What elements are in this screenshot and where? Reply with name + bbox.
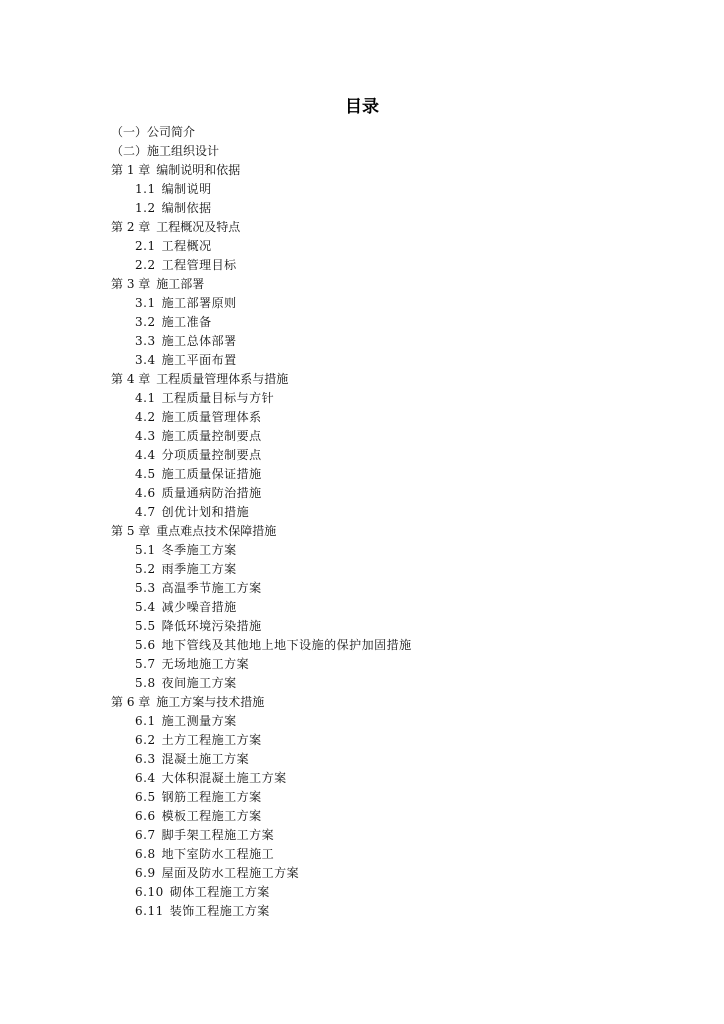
toc-entry-text: 施工平面布置 bbox=[161, 353, 237, 367]
toc-section-entry bbox=[0, 408, 724, 427]
toc-entry-number: 4.7 bbox=[135, 505, 156, 519]
toc-entry-number: 6.7 bbox=[135, 828, 156, 842]
toc-entry-text: 混凝土施工方案 bbox=[161, 752, 250, 766]
toc-entry-text: 无场地施工方案 bbox=[161, 657, 250, 671]
toc-entry-number: 第 5 章 bbox=[111, 524, 151, 538]
toc-entry-text: 工程概况 bbox=[161, 239, 212, 253]
toc-section-entry bbox=[0, 883, 724, 902]
toc-entry-number: 6.11 bbox=[135, 904, 164, 918]
toc-chapter-entry bbox=[0, 693, 724, 712]
toc-entry-number: 3.3 bbox=[135, 334, 156, 348]
toc-entry-number: 4.5 bbox=[135, 467, 156, 481]
toc-section-entry bbox=[0, 579, 724, 598]
toc-entry-text: 施工测量方案 bbox=[161, 714, 237, 728]
toc-section-entry bbox=[0, 294, 724, 313]
toc-entry-number: 5.1 bbox=[135, 543, 156, 557]
toc-section-entry bbox=[0, 332, 724, 351]
toc-entry-text: 土方工程施工方案 bbox=[161, 733, 262, 747]
toc-entry-number: 5.3 bbox=[135, 581, 156, 595]
toc-entry-number: 4.1 bbox=[135, 391, 156, 405]
toc-entry-number: 6.3 bbox=[135, 752, 156, 766]
toc-section-entry bbox=[0, 389, 724, 408]
toc-entry-text: 减少噪音措施 bbox=[161, 600, 237, 614]
toc-entry-text: 模板工程施工方案 bbox=[161, 809, 262, 823]
toc-chapter-entry bbox=[0, 142, 724, 161]
toc-entry-number: 第 1 章 bbox=[111, 163, 151, 177]
toc-entry-text: 砌体工程施工方案 bbox=[169, 885, 270, 899]
toc-entry-number: 第 6 章 bbox=[111, 695, 151, 709]
toc-section-entry bbox=[0, 655, 724, 674]
toc-entry-number: 6.2 bbox=[135, 733, 156, 747]
toc-section-entry bbox=[0, 598, 724, 617]
toc-entry-text: 雨季施工方案 bbox=[161, 562, 237, 576]
toc-entry-number: 5.7 bbox=[135, 657, 156, 671]
toc-section-entry bbox=[0, 541, 724, 560]
toc-entry-text: 创优计划和措施 bbox=[161, 505, 250, 519]
toc-section-entry bbox=[0, 560, 724, 579]
toc-entry-number: 2.1 bbox=[135, 239, 156, 253]
toc-section-entry bbox=[0, 636, 724, 655]
toc-entry-text: 施工质量管理体系 bbox=[161, 410, 262, 424]
toc-section-entry bbox=[0, 826, 724, 845]
toc-entry-number: 4.4 bbox=[135, 448, 156, 462]
toc-entry-text: 地下管线及其他地上地下设施的保护加固措施 bbox=[161, 638, 412, 652]
toc-entry-text: 施工质量保证措施 bbox=[161, 467, 262, 481]
toc-entry-text: 降低环境污染措施 bbox=[161, 619, 262, 633]
toc-entry-text: 屋面及防水工程施工方案 bbox=[161, 866, 300, 880]
toc-section-entry bbox=[0, 712, 724, 731]
toc-entry-number: 6.5 bbox=[135, 790, 156, 804]
toc-chapter-entry bbox=[0, 123, 724, 142]
toc-section-entry bbox=[0, 465, 724, 484]
toc-entry-text: （一）公司简介 bbox=[111, 125, 196, 139]
toc-entry-number: 5.4 bbox=[135, 600, 156, 614]
toc-entry-text: 地下室防水工程施工 bbox=[161, 847, 275, 861]
toc-section-entry bbox=[0, 313, 724, 332]
toc-section-entry bbox=[0, 484, 724, 503]
toc-entry-number: 4.2 bbox=[135, 410, 156, 424]
toc-entry-text: 夜间施工方案 bbox=[161, 676, 237, 690]
toc-entry-number: 6.8 bbox=[135, 847, 156, 861]
toc-entry-number: 6.10 bbox=[135, 885, 164, 899]
toc-entry-text: 编制说明和依据 bbox=[156, 163, 241, 177]
toc-entry-number: 第 3 章 bbox=[111, 277, 151, 291]
toc-section-entry bbox=[0, 788, 724, 807]
toc-entry-number: 4.6 bbox=[135, 486, 156, 500]
toc-entry-text: 分项质量控制要点 bbox=[161, 448, 262, 462]
toc-entry-text: 施工准备 bbox=[161, 315, 212, 329]
toc-entry-text: 编制依据 bbox=[161, 201, 212, 215]
toc-entry-text: 脚手架工程施工方案 bbox=[161, 828, 275, 842]
toc-entry-text: 工程概况及特点 bbox=[156, 220, 241, 234]
toc-section-entry bbox=[0, 864, 724, 883]
toc-entry-number: 1.1 bbox=[135, 182, 156, 196]
toc-entry-number: 第 4 章 bbox=[111, 372, 151, 386]
toc-entry-text: 质量通病防治措施 bbox=[161, 486, 262, 500]
toc-entry-text: 工程质量管理体系与措施 bbox=[156, 372, 289, 386]
toc-section-entry bbox=[0, 256, 724, 275]
toc-section-entry bbox=[0, 845, 724, 864]
toc-entry-text: 钢筋工程施工方案 bbox=[161, 790, 262, 804]
toc-entry-text: 高温季节施工方案 bbox=[161, 581, 262, 595]
toc-entry-number: 5.5 bbox=[135, 619, 156, 633]
toc-entry-number: 2.2 bbox=[135, 258, 156, 272]
toc-entry-text: 施工部署原则 bbox=[161, 296, 237, 310]
toc-entry-text: 重点难点技术保障措施 bbox=[156, 524, 277, 538]
toc-entry-text: （二）施工组织设计 bbox=[111, 144, 220, 158]
toc-section-entry bbox=[0, 674, 724, 693]
toc-entry-number: 3.4 bbox=[135, 353, 156, 367]
toc-entry-number: 3.1 bbox=[135, 296, 156, 310]
toc-section-entry bbox=[0, 351, 724, 370]
toc-entry-number: 第 2 章 bbox=[111, 220, 151, 234]
toc-section-entry bbox=[0, 617, 724, 636]
toc-entry-number: 5.8 bbox=[135, 676, 156, 690]
toc-entry-text: 施工部署 bbox=[156, 277, 205, 291]
toc-entry-number: 6.4 bbox=[135, 771, 156, 785]
toc-entry-number: 5.2 bbox=[135, 562, 156, 576]
toc-section-entry bbox=[0, 199, 724, 218]
toc-entry-number: 6.9 bbox=[135, 866, 156, 880]
toc-entry-number: 1.2 bbox=[135, 201, 156, 215]
toc-entry-number: 5.6 bbox=[135, 638, 156, 652]
toc-section-entry bbox=[0, 503, 724, 522]
toc-chapter-entry bbox=[0, 218, 724, 237]
toc-chapter-entry bbox=[0, 161, 724, 180]
toc-entry-text: 装饰工程施工方案 bbox=[169, 904, 270, 918]
table-of-contents bbox=[0, 123, 724, 921]
toc-section-entry bbox=[0, 769, 724, 788]
toc-section-entry bbox=[0, 731, 724, 750]
page-title: 目录 bbox=[345, 97, 379, 117]
toc-entry-text: 工程管理目标 bbox=[161, 258, 237, 272]
toc-section-entry bbox=[0, 237, 724, 256]
toc-section-entry bbox=[0, 807, 724, 826]
toc-entry-number: 6.1 bbox=[135, 714, 156, 728]
toc-entry-text: 编制说明 bbox=[161, 182, 212, 196]
toc-chapter-entry bbox=[0, 370, 724, 389]
toc-entry-number: 3.2 bbox=[135, 315, 156, 329]
toc-section-entry bbox=[0, 427, 724, 446]
toc-entry-text: 冬季施工方案 bbox=[161, 543, 237, 557]
toc-entry-number: 6.6 bbox=[135, 809, 156, 823]
toc-entry-text: 工程质量目标与方针 bbox=[161, 391, 275, 405]
toc-entry-text: 大体积混凝土施工方案 bbox=[161, 771, 287, 785]
toc-entry-text: 施工方案与技术措施 bbox=[156, 695, 265, 709]
toc-section-entry bbox=[0, 446, 724, 465]
toc-section-entry bbox=[0, 902, 724, 921]
toc-entry-text: 施工质量控制要点 bbox=[161, 429, 262, 443]
toc-chapter-entry bbox=[0, 522, 724, 541]
toc-chapter-entry bbox=[0, 275, 724, 294]
toc-section-entry bbox=[0, 750, 724, 769]
toc-entry-number: 4.3 bbox=[135, 429, 156, 443]
toc-section-entry bbox=[0, 180, 724, 199]
toc-entry-text: 施工总体部署 bbox=[161, 334, 237, 348]
